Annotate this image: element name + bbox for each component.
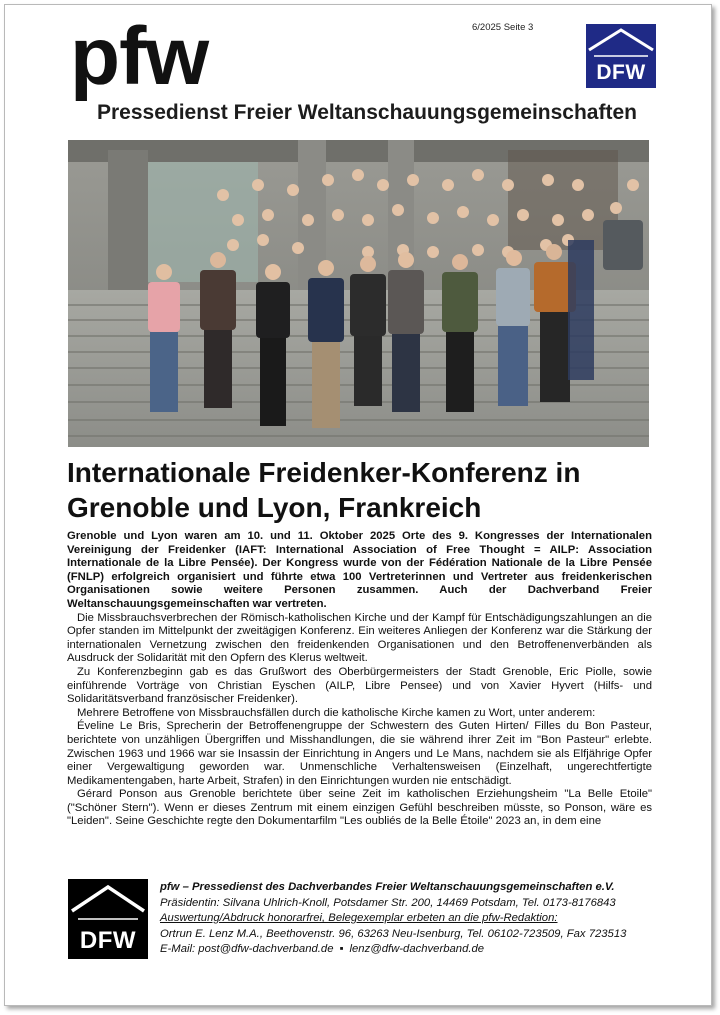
masthead-subtitle: Pressedienst Freier Weltanschauungsgemeinschaften [97, 101, 637, 124]
dfw-logo-footer-text: DFW [79, 927, 137, 954]
article-lead: Grenoble und Lyon waren am 10. und 11. Oktober 2025 Orte des 9. Kongresses der Internationalen Vereinigung der Freidenker (IAFT: International Association of Free Thought = AILP: Association Internationale de la Libre Pensée). Der Kongress wurde von der Fédération Nationale de la Libre Pensée (FNLP) erfolgreich organisiert und führte etwa 100 Vertreterinnen und Vertreter aus freidenkerischen Organisationen sowie weitere Personen zusammen. Auch der Dachverband Freier Weltanschauungsgemeinschaften war vertreten. [67, 530, 652, 610]
imprint-editor: Ortrun E. Lenz M.A., Beethovenstr. 96, 63263 Neu-Isenburg, Tel. 06102-723509, Fax 723513 [160, 927, 627, 940]
issue-number: 6/2025 Seite 3 [472, 22, 534, 33]
masthead-title: pfw [70, 11, 209, 102]
group-photo [68, 140, 649, 447]
imprint-notice: Auswertung/Abdruck honorarfrei, Belegexemplar erbeten an die pfw-Redaktion: [160, 912, 558, 924]
article-paragraph: Zu Konferenzbeginn gab es das Grußwort des Oberbürgermeisters der Stadt Grenoble, Eric Piolle, sowie einführende Vorträge von Christian Eyschen (AILP, Libre Pensee) und von Xavier Hyvert (Hilfs- und Solidaritätsverband französischer Freidenker). [67, 665, 652, 706]
article-paragraph: Gérard Ponson aus Grenoble berichtete über seine Zeit im katholischen Erziehungsheim "La Belle Etoile" ("Schöner Stern"). Wenn er dieses Zentrum mit einem einzigen Gefühl beschreiben müsste, so Ponson, wäre es "Leiden". Seine Geschichte regte den Dokumentarfilm "Les oubliés de la Belle Étoile" 2023 an, in dem eine [67, 788, 652, 828]
imprint-contact [160, 942, 660, 958]
roof-icon [68, 879, 148, 929]
article-body [67, 530, 652, 829]
dfw-logo [586, 24, 656, 88]
article-paragraph: Mehrere Betroffene von Missbrauchsfällen durch die katholische Kirche kamen zu Wort, unter anderem: [77, 706, 596, 719]
email-link[interactable]: E-Mail: post@dfw-dachverband.de [160, 943, 334, 955]
imprint-president: Präsidentin: Silvana Uhlrich-Knoll, Potsdamer Str. 200, 14469 Potsdam, Tel. 0173-8176843 [160, 896, 616, 909]
article-paragraph: Die Missbrauchsverbrechen der Römisch-katholischen Kirche und der Kampf für Entschädigungszahlungen an die Opfer standen im Mittelpunkt der zweitägigen Konferenz. Ein weiteres Anliegen der Konferenz war die Stärkung der internationalen Vernetzung zwischen den freidenkenden Organisationen und den Betroffenenverbänden als Ausdruck der Solidarität mit den Opfern des Klerus weltweit. [67, 611, 652, 665]
article-paragraph: Éveline Le Bris, Sprecherin der Betroffenengruppe der Schwestern des Guten Hirten/ Filles du Bon Pasteur, berichtete von unzähligen Übergriffen und Misshandlungen, die sie während ihrer Zeit im "Bon Pasteur" erlebte. Zwischen 1963 und 1966 war sie Insassin der Einrichtung in Angers und Le Mans, nachdem sie als Elfjährige Opfer einer Vergewaltigung geworden war. Unmenschliche Verhaltensweisen (Einzelhaft, ungerechtfertigte Medikamentengaben, harte Arbeit, Strafen) in den Einrichtungen wurden nie entschädigt. [67, 720, 652, 787]
dfw-logo-text: DFW [596, 61, 646, 84]
email-link-editor[interactable]: lenz@dfw-dachverband.de [349, 943, 485, 955]
roof-icon [586, 24, 656, 64]
separator: ▪ [339, 943, 344, 955]
dfw-logo-footer [68, 879, 148, 959]
article-headline: Internationale Freidenker-Konferenz in Grenoble und Lyon, Frankreich [67, 457, 581, 523]
imprint-organization: pfw – Pressedienst des Dachverbandes Freier Weltanschauungsgemeinschaften e.V. [160, 881, 615, 893]
imprint [160, 880, 660, 958]
